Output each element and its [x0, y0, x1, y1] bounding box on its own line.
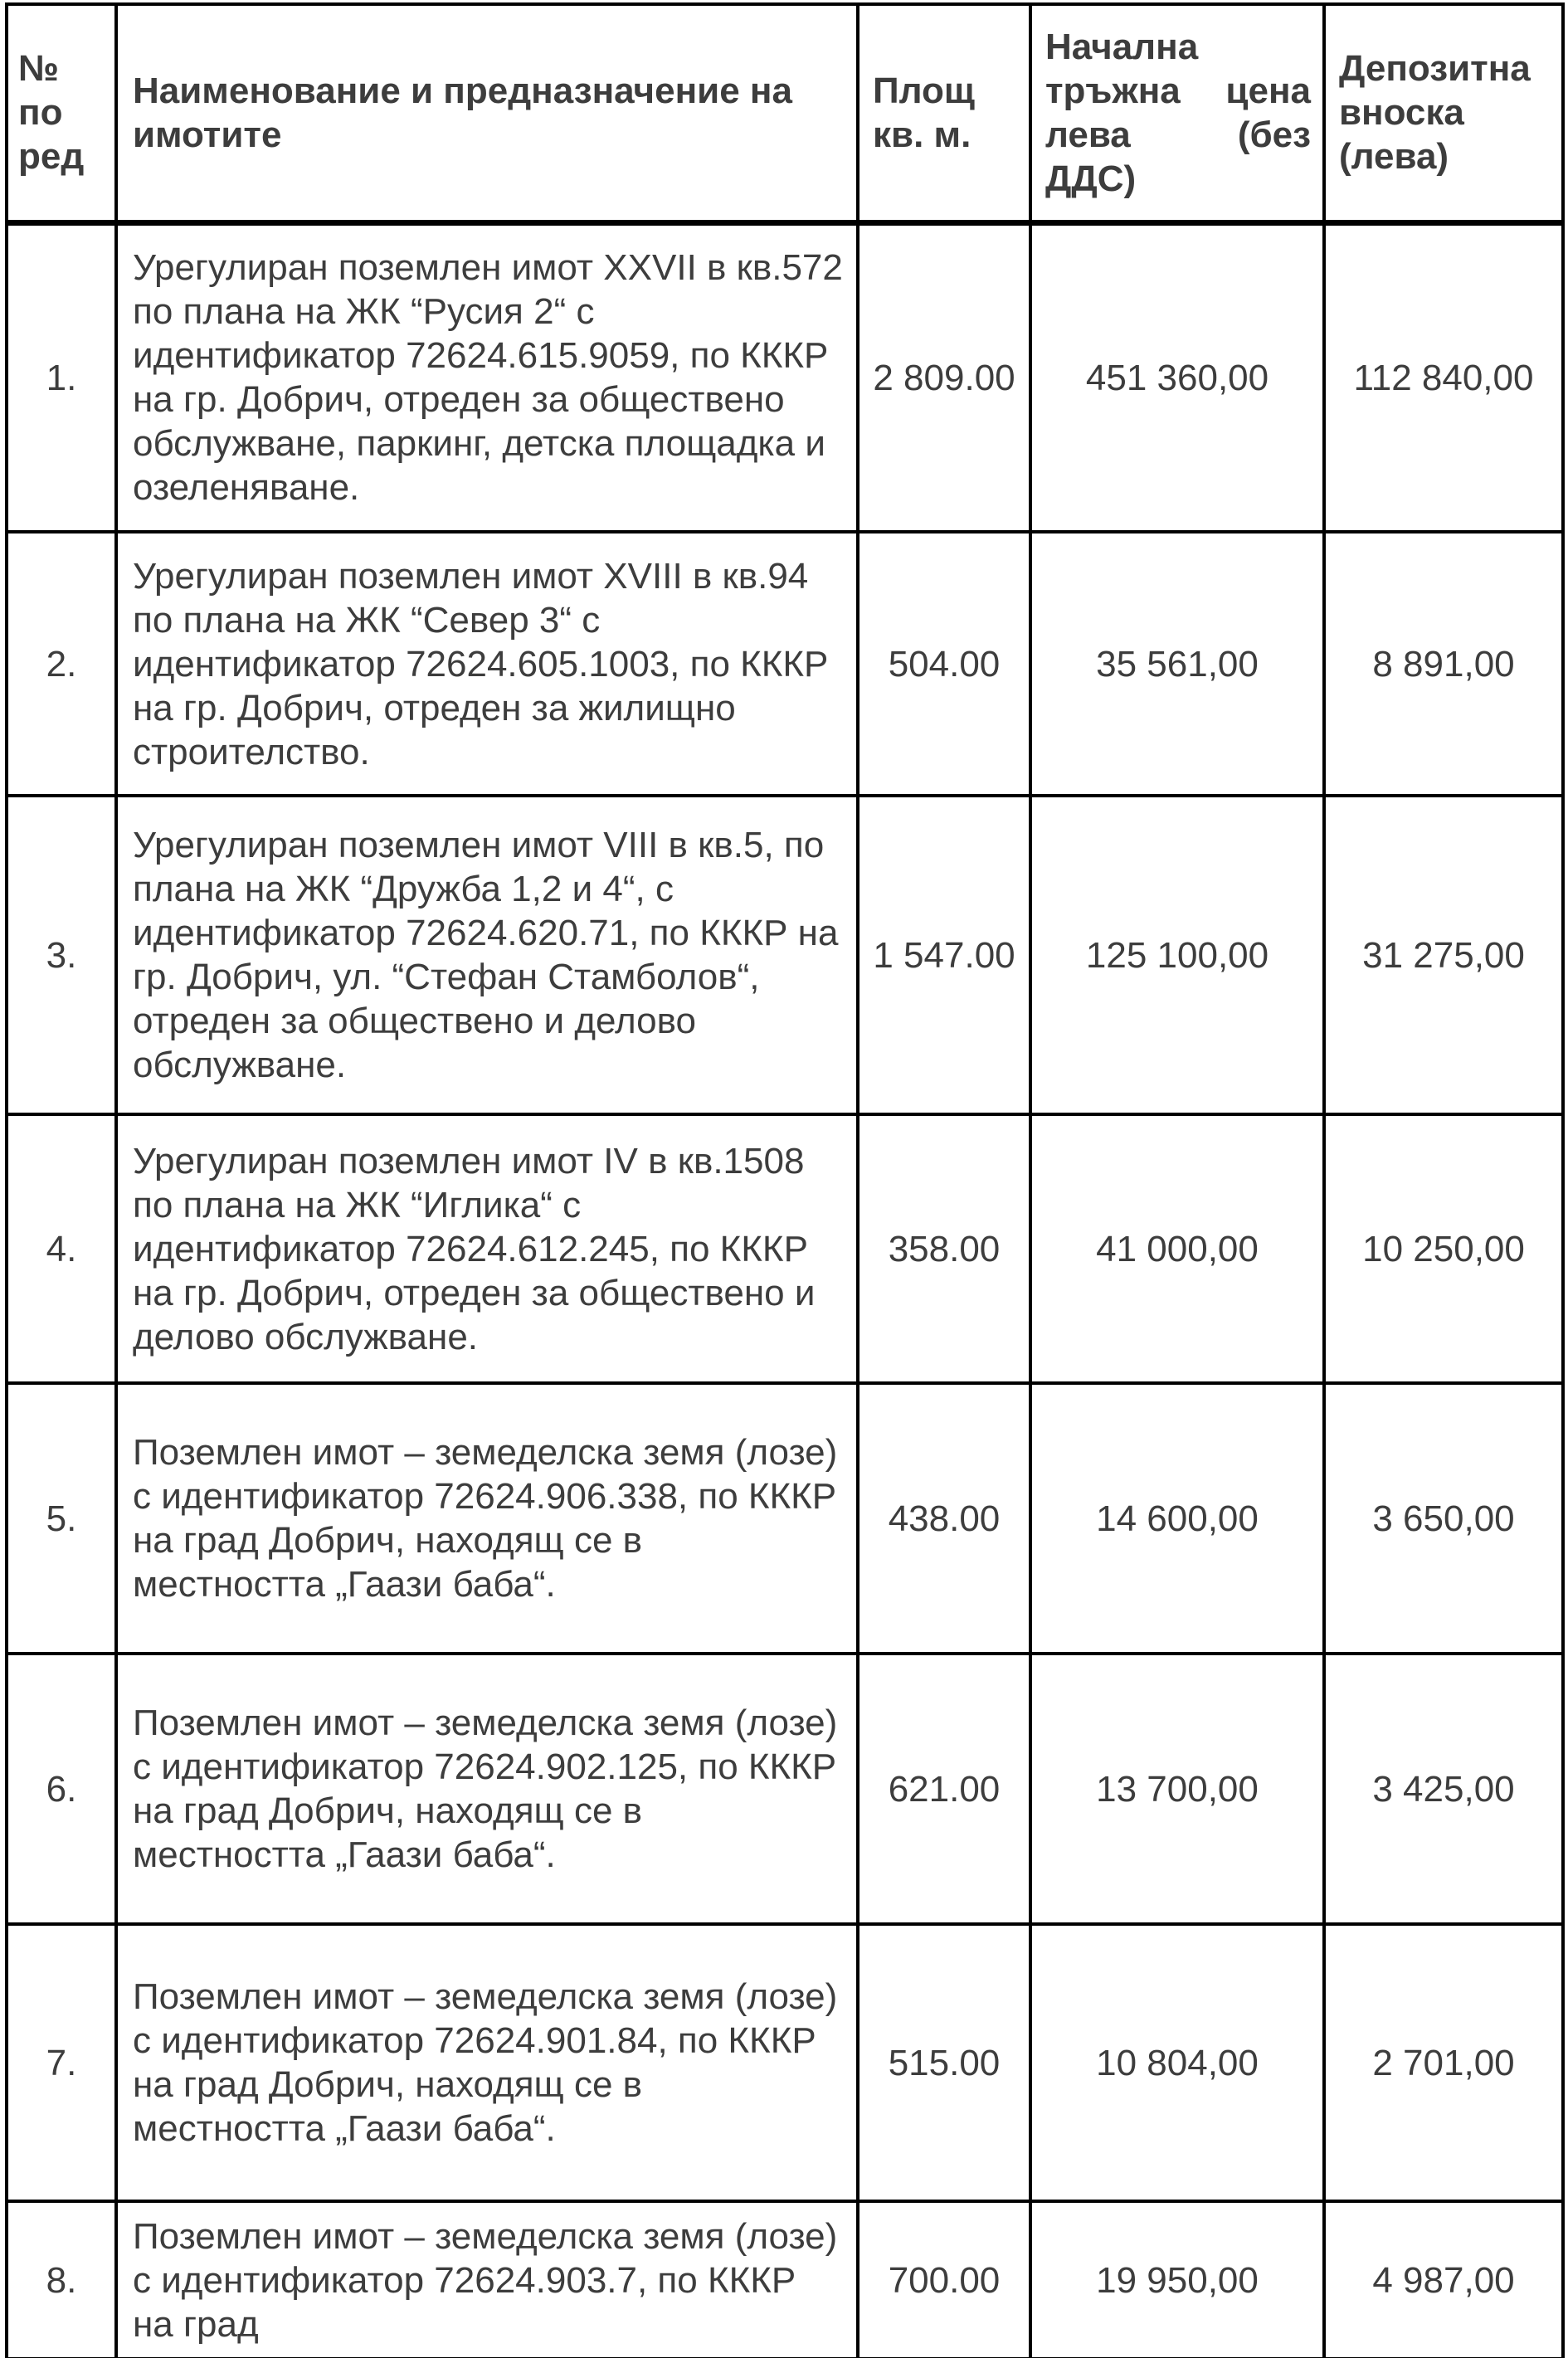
starting-price-cell: 125 100,00 [1030, 796, 1324, 1114]
deposit-cell: 10 250,00 [1324, 1114, 1563, 1383]
area-cell: 504.00 [858, 532, 1030, 796]
area-cell: 438.00 [858, 1383, 1030, 1654]
property-description-cell: Урегулиран поземлен имот VIII в кв.5, по плана на ЖК “Дружба 1,2 и 4“, с идентификатор 72624.620.71, по КККР на гр. Добрич, ул. “Стефан Стамболов“, отреден за обществено и делово обслужване. [116, 796, 858, 1114]
row-number-cell: 1. [7, 222, 116, 532]
deposit-cell: 2 701,00 [1324, 1924, 1563, 2201]
header-row-number: № по ред [7, 4, 116, 222]
area-cell: 1 547.00 [858, 796, 1030, 1114]
table-row-3 [7, 796, 1563, 1114]
starting-price-cell: 10 804,00 [1030, 1924, 1324, 2201]
deposit-cell: 31 275,00 [1324, 796, 1563, 1114]
property-description-cell: Поземлен имот – земеделска земя (лозе) с идентификатор 72624.901.84, по КККР на град Добрич, находящ се в местността „Гаази баба“. [116, 1924, 858, 2201]
table-header [7, 4, 1563, 222]
property-description-cell: Урегулиран поземлен имот XVIII в кв.94 по плана на ЖК “Север 3“ с идентификатор 72624.605.1003, по КККР на гр. Добрич, отреден за жилищно строителство. [116, 532, 858, 796]
properties-auction-table [5, 2, 1565, 2358]
starting-price-cell: 451 360,00 [1030, 222, 1324, 532]
header-area: Площ кв. м. [858, 4, 1030, 222]
table-row-4 [7, 1114, 1563, 1383]
property-description-cell: Поземлен имот – земеделска земя (лозе) с идентификатор 72624.903.7, по КККР на град [116, 2201, 858, 2358]
area-cell: 700.00 [858, 2201, 1030, 2358]
table-row-8 [7, 2201, 1563, 2358]
area-cell: 358.00 [858, 1114, 1030, 1383]
row-number-cell: 6. [7, 1654, 116, 1924]
starting-price-cell: 35 561,00 [1030, 532, 1324, 796]
property-description-cell: Поземлен имот – земеделска земя (лозе) с идентификатор 72624.902.125, по КККР на град Добрич, находящ се в местността „Гаази баба“. [116, 1654, 858, 1924]
starting-price-cell: 13 700,00 [1030, 1654, 1324, 1924]
deposit-cell: 3 650,00 [1324, 1383, 1563, 1654]
row-number-cell: 8. [7, 2201, 116, 2358]
deposit-cell: 8 891,00 [1324, 532, 1563, 796]
table-row-5 [7, 1383, 1563, 1654]
row-number-cell: 3. [7, 796, 116, 1114]
header-row [7, 4, 1563, 222]
starting-price-cell: 41 000,00 [1030, 1114, 1324, 1383]
deposit-cell: 112 840,00 [1324, 222, 1563, 532]
row-number-cell: 5. [7, 1383, 116, 1654]
area-cell: 2 809.00 [858, 222, 1030, 532]
table-row-1 [7, 222, 1563, 532]
deposit-cell: 3 425,00 [1324, 1654, 1563, 1924]
area-cell: 515.00 [858, 1924, 1030, 2201]
starting-price-cell: 14 600,00 [1030, 1383, 1324, 1654]
table-row-2 [7, 532, 1563, 796]
header-deposit: Депозитна вноска (лева) [1324, 4, 1563, 222]
property-description-cell: Урегулиран поземлен имот IV в кв.1508 по плана на ЖК “Иглика“ с идентификатор 72624.612.245, по КККР на гр. Добрич, отреден за обществено и делово обслужване. [116, 1114, 858, 1383]
area-cell: 621.00 [858, 1654, 1030, 1924]
row-number-cell: 2. [7, 532, 116, 796]
table-body [7, 222, 1563, 2358]
row-number-cell: 4. [7, 1114, 116, 1383]
property-description-cell: Поземлен имот – земеделска земя (лозе) с идентификатор 72624.906.338, по КККР на град Добрич, находящ се в местността „Гаази баба“. [116, 1383, 858, 1654]
deposit-cell: 4 987,00 [1324, 2201, 1563, 2358]
header-starting-price: Начална тръжна цена лева (без ДДС) [1030, 4, 1324, 222]
header-property-name: Наименование и предназначение на имотите [116, 4, 858, 222]
property-description-cell: Урегулиран поземлен имот XXVII в кв.572 по плана на ЖК “Русия 2“ с идентификатор 72624.615.9059, по КККР на гр. Добрич, отреден за обществено обслужване, паркинг, детска площадка и озеленяване. [116, 222, 858, 532]
starting-price-cell: 19 950,00 [1030, 2201, 1324, 2358]
table-row-7 [7, 1924, 1563, 2201]
row-number-cell: 7. [7, 1924, 116, 2201]
table-row-6 [7, 1654, 1563, 1924]
